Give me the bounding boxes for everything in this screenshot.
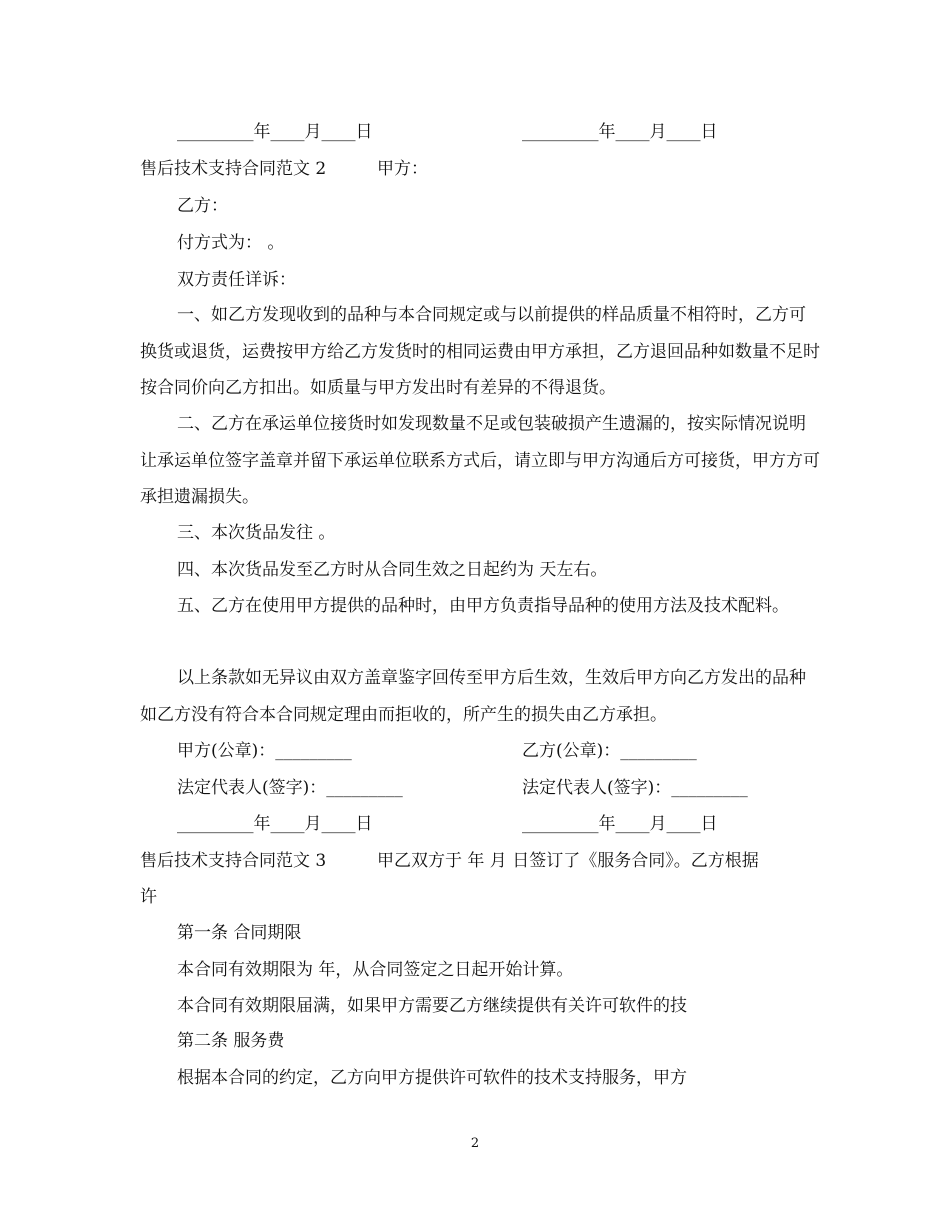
date-line-mid-right: _________年____月____日 — [522, 814, 718, 834]
section2-item2: 二、乙方在承运单位接货时如发现数量不足或包装破损产生遗漏的，按实际情况说明让承运单位签字盖章并留下承运单位联系方式后，请立即与甲方沟通后方可接货，甲方方可承担遗漏损失。 — [140, 414, 820, 507]
section3-intro: 甲乙双方于 年 月 日签订了《服务合同》。乙方根据 — [377, 851, 759, 871]
section2-duties: 双方责任详诉： — [177, 270, 296, 290]
section3-intro-continued: 许 — [140, 887, 157, 907]
section2-item5: 五、乙方在使用甲方提供的品种时，由甲方负责指导品种的使用方法及技术配料。 — [177, 596, 789, 616]
section2-party-b: 乙方： — [177, 196, 228, 216]
section3-article1-term: 本合同有效期限为 年，从合同签定之日起开始计算。 — [177, 960, 574, 980]
section3-heading: 售后技术支持合同范文 3 — [140, 851, 327, 871]
date-line-top-left: _________年____月____日 — [177, 122, 373, 142]
section2-payment: 付方式为： 。 — [177, 233, 285, 253]
rep-party-a: 法定代表人(签字)：_________ — [177, 778, 403, 798]
section2-party-a: 甲方： — [377, 159, 428, 179]
rep-party-b: 法定代表人(签字)：_________ — [522, 778, 748, 798]
sign-party-a: 甲方(公章)：_________ — [177, 741, 352, 761]
page-number: 2 — [470, 1136, 480, 1151]
section2-closing: 以上条款如无异议由双方盖章鉴字回传至甲方后生效，生效后甲方向乙方发出的品种如乙方没有符合本合同规定理由而拒收的，所产生的损失由乙方承担。 — [140, 668, 806, 725]
date-line-mid-left: _________年____月____日 — [177, 814, 373, 834]
section2-item3: 三、本次货品发往 。 — [177, 523, 336, 543]
section2-heading: 售后技术支持合同范文 2 — [140, 159, 327, 179]
sign-party-b: 乙方(公章)：_________ — [522, 741, 697, 761]
section3-article2-title: 第二条 服务费 — [177, 1031, 285, 1051]
section3-article1-title: 第一条 合同期限 — [177, 923, 302, 943]
date-line-top-right: _________年____月____日 — [522, 122, 718, 142]
section2-item4: 四、本次货品发至乙方时从合同生效之日起约为 天左右。 — [177, 560, 608, 580]
section3-article2-fee: 根据本合同的约定，乙方向甲方提供许可软件的技术支持服务，甲方 — [177, 1068, 687, 1088]
section3-article1-renewal: 本合同有效期限届满，如果甲方需要乙方继续提供有关许可软件的技 — [177, 996, 687, 1016]
section2-item1: 一、如乙方发现收到的品种与本合同规定或与以前提供的样品质量不相符时，乙方可换货或退货，运费按甲方给乙方发货时的相同运费由甲方承担，乙方退回品种如数量不足时按合同价向乙方扣出。如质量与甲方发出时有差异的不得退货。 — [140, 305, 820, 398]
